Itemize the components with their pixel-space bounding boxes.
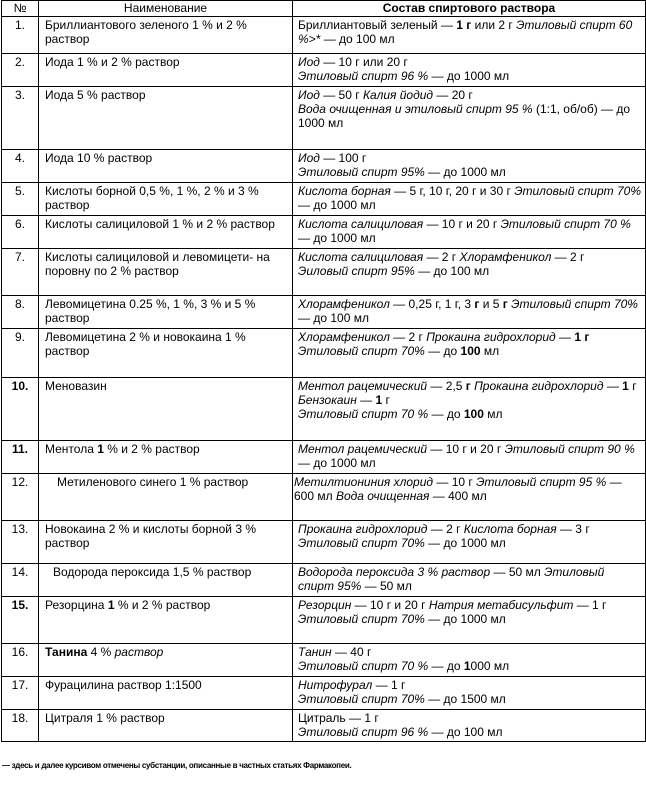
text-segment: — 2 г <box>389 330 427 344</box>
table-row <box>2 329 646 378</box>
text-segment: Иод <box>298 55 320 69</box>
text-segment: Прокаина гидрохлорид <box>298 522 428 536</box>
text-segment: Фурацилина раствор 1:1500 <box>45 678 202 692</box>
text-segment: Этиловый спирт 70 % <box>500 217 631 231</box>
text-segment: — до 1000 мл <box>298 198 376 212</box>
row-name <box>39 296 293 329</box>
text-segment: Ментол рацемический <box>298 379 428 393</box>
table-row <box>2 150 646 183</box>
table-row <box>2 564 646 597</box>
text-segment: Бриллиантового зеленого 1 % и 2 % раствор <box>45 18 247 46</box>
text-segment: — 40 г <box>331 645 372 659</box>
row-name <box>39 521 293 564</box>
text-segment: — 600 мл <box>294 475 622 503</box>
text-segment: 100 <box>463 407 484 421</box>
table-row <box>2 378 646 441</box>
text-segment: Этиловый спирт 70% <box>298 612 425 626</box>
row-number: 17. <box>2 677 39 710</box>
text-segment: Водорода пероксида 1,5 % раствор <box>53 565 252 579</box>
row-number: 11. <box>2 441 39 474</box>
row-number: 13. <box>2 521 39 564</box>
text-segment: г <box>382 393 390 407</box>
table-row <box>2 296 646 329</box>
row-composition <box>293 216 646 249</box>
text-segment: — до 1000 мл <box>428 69 510 83</box>
text-segment: Метилтиониния хлорид <box>294 475 434 489</box>
text-segment: — до 1000 мл <box>298 456 376 470</box>
row-name <box>39 441 293 474</box>
text-segment: — 50 г <box>319 88 363 102</box>
text-segment: мл <box>480 344 500 358</box>
text-segment: Калия йодид <box>362 88 434 102</box>
text-segment: 1 <box>622 379 629 393</box>
row-name <box>39 474 293 521</box>
row-composition <box>293 150 646 183</box>
row-name <box>39 597 293 644</box>
row-number: 15. <box>2 597 39 644</box>
row-number: 14. <box>2 564 39 597</box>
text-segment: Прокаина гидрохлорид <box>474 379 604 393</box>
text-segment: — до 1500 мл <box>424 692 506 706</box>
text-segment: — 2 г <box>423 250 460 264</box>
text-segment: — 3 г <box>556 522 590 536</box>
text-segment: Натрия метабисульфит <box>428 598 574 612</box>
text-segment: — 1 г <box>372 678 406 692</box>
row-number: 12. <box>2 474 39 521</box>
text-segment: — до 100 мл <box>320 32 395 46</box>
table-row <box>2 17 646 54</box>
row-composition <box>293 378 646 441</box>
text-segment: % и 2 % раствор <box>103 442 200 456</box>
row-name <box>39 644 293 677</box>
row-name <box>39 183 293 216</box>
text-segment: Танина <box>45 645 88 659</box>
text-segment: Цитраля 1 % раствор <box>45 711 165 725</box>
text-segment: 1 г <box>456 18 472 32</box>
text-segment: Этиловый спирт 70% <box>514 184 642 198</box>
text-segment: Иода 10 % раствор <box>45 151 153 165</box>
row-composition <box>293 441 646 474</box>
text-segment: Хлорамфеникол <box>298 330 390 344</box>
row-name <box>39 249 293 296</box>
solutions-table <box>1 0 646 742</box>
text-segment: г <box>628 379 637 393</box>
text-segment: Иода 1 % и 2 % раствор <box>45 55 180 69</box>
text-segment: Иод <box>298 88 320 102</box>
text-segment: — 1 г <box>573 598 607 612</box>
text-segment: 100 <box>460 344 481 358</box>
table-row <box>2 216 646 249</box>
text-segment: Меновазин <box>45 379 107 393</box>
text-segment: Бриллиантовый зеленый — <box>298 18 457 32</box>
text-segment: — до <box>428 659 464 673</box>
text-segment: Вода очищенная и этиловый спирт 95 % <box>298 102 533 116</box>
text-segment: Этиловый спирт 70 % <box>298 659 429 673</box>
text-segment: — до 1000 мл <box>424 536 506 550</box>
text-segment: — 0,25 г, 1 г, 3 <box>389 297 475 311</box>
row-name <box>39 378 293 441</box>
text-segment: Кислота борная <box>298 184 391 198</box>
text-segment: — 2,5 <box>427 379 466 393</box>
text-segment: Этиловый спирт 96 % <box>298 69 429 83</box>
text-segment: Новокаина 2 % и кислоты борной 3 % раствор <box>45 522 257 550</box>
text-segment: — до 1000 мл <box>298 231 376 245</box>
text-segment: Кислота борная <box>463 522 557 536</box>
row-composition <box>293 17 646 54</box>
text-segment: — <box>356 393 376 407</box>
text-segment: — 10 г и 20 г <box>423 217 501 231</box>
text-segment: — 50 мл <box>490 565 545 579</box>
table-row <box>2 521 646 564</box>
text-segment: — 20 г <box>433 88 473 102</box>
text-segment: мл <box>483 407 503 421</box>
text-segment: — 2 г <box>427 522 464 536</box>
table-row <box>2 710 646 742</box>
text-segment: Этиловый спирт 95% <box>298 165 425 179</box>
text-segment: и 5 <box>479 297 503 311</box>
text-segment: Этиловый спирт 70 % <box>298 407 429 421</box>
text-segment: или 2 г <box>471 18 517 32</box>
row-number: 6. <box>2 216 39 249</box>
text-segment: — 2 г <box>551 250 585 264</box>
text-segment: Этиловый спирт 70% <box>511 297 638 311</box>
text-segment: 4 % <box>87 645 115 659</box>
text-segment: Нитрофурал <box>298 678 373 692</box>
text-segment: — 100 г <box>319 151 367 165</box>
text-segment: Этиловый спирт 95 % <box>476 475 607 489</box>
row-composition <box>293 564 646 597</box>
text-segment: — до 100 мл <box>428 725 503 739</box>
text-segment: 1 г <box>574 330 590 344</box>
row-number: 3. <box>2 87 39 150</box>
text-segment: Хлорамфеникол <box>298 297 390 311</box>
row-name <box>39 87 293 150</box>
text-segment: Цитраль — 1 г <box>298 711 379 725</box>
text-segment: — до 1000 мл <box>424 612 506 626</box>
text-segment: Метиленового синего 1 % раствор <box>57 475 249 489</box>
text-segment: г <box>465 379 471 393</box>
row-name <box>39 329 293 378</box>
text-segment: Этиловый спирт 96 % <box>298 725 429 739</box>
row-composition <box>293 710 646 742</box>
row-composition <box>293 183 646 216</box>
table-body <box>2 17 646 742</box>
row-number: 7. <box>2 249 39 296</box>
text-segment: — до 1000 мл <box>424 165 506 179</box>
text-segment: Хлорамфеникол <box>459 250 552 264</box>
text-segment: — 50 мл <box>361 579 412 593</box>
row-composition <box>293 677 646 710</box>
row-number: 1. <box>2 17 39 54</box>
text-segment: 1 <box>97 442 104 456</box>
text-segment: г <box>502 297 508 311</box>
text-segment: — 10 г и 20 г <box>427 442 505 456</box>
text-segment: 1 <box>375 393 383 407</box>
row-number: 16. <box>2 644 39 677</box>
text-segment: Ментол рацемический <box>298 442 428 456</box>
header-name: Наименование <box>39 1 293 17</box>
row-name <box>39 710 293 742</box>
row-composition <box>293 296 646 329</box>
row-number: 5. <box>2 183 39 216</box>
table-header-row <box>2 1 646 17</box>
text-segment: — 5 г, 10 г, 20 г и 30 г <box>390 184 515 198</box>
row-name <box>39 54 293 87</box>
row-composition <box>293 54 646 87</box>
table-row <box>2 474 646 521</box>
text-segment: — 10 г и 20 г <box>351 598 429 612</box>
text-segment: — до <box>428 407 464 421</box>
text-segment: % и 2 % раствор <box>114 598 211 612</box>
text-segment: Этиловый спирт 70% <box>298 344 425 358</box>
text-segment: Вода очищенная <box>335 489 430 503</box>
table-row <box>2 54 646 87</box>
row-composition <box>293 87 646 150</box>
text-segment: — 400 мл <box>429 489 487 503</box>
text-segment: Кислоты салициловой и левомицети- на поровну по 2 % раствор <box>45 250 270 278</box>
text-segment: Кислота салициловая <box>298 250 424 264</box>
text-segment: Ментола <box>45 442 98 456</box>
text-segment: Кислоты салициловой 1 % и 2 % раствор <box>45 217 275 231</box>
table-row <box>2 597 646 644</box>
text-segment: Этиловый спирт 70% <box>298 692 425 706</box>
text-segment: 1 <box>107 598 115 612</box>
text-segment: Левомицетина 0.25 %, 1 %, 3 % и 5 % раствор <box>45 297 256 325</box>
text-segment: Кислоты борной 0,5 %, 1 %, 2 % и 3 % раствор <box>45 184 259 212</box>
row-composition <box>293 474 646 521</box>
text-segment: Танин <box>298 645 332 659</box>
text-segment: Прокаина гидрохлорид <box>426 330 556 344</box>
row-composition <box>293 521 646 564</box>
row-number: 9. <box>2 329 39 378</box>
text-segment: Иод <box>298 151 320 165</box>
text-segment: Этиловый спирт 95% <box>298 565 605 593</box>
text-segment: 000 мл <box>470 659 510 673</box>
footnote: — здесь и далее курсивом отмечены субстанции, описанные в частных статьях Фармакопеи. <box>2 761 352 770</box>
text-segment: Этиловый спирт 90 % <box>504 442 635 456</box>
row-name <box>39 564 293 597</box>
header-composition: Состав спиртового раствора <box>293 1 646 17</box>
text-segment: Этиловый спирт 70% <box>298 536 425 550</box>
text-segment: раствор <box>114 645 164 659</box>
text-segment: Бензокаин <box>298 393 357 407</box>
table-row <box>2 644 646 677</box>
text-segment: — до <box>424 344 461 358</box>
text-segment: Иода 5 % раствор <box>45 88 146 102</box>
text-segment: (1:1, об/об) — до 1000 мл <box>298 102 631 130</box>
text-segment: — до 100 мл <box>414 264 490 278</box>
row-name <box>39 150 293 183</box>
text-segment: Водорода пероксида 3 % раствор <box>298 565 491 579</box>
text-segment: Резорцина <box>45 598 108 612</box>
row-name <box>39 216 293 249</box>
text-segment: Этиловый спирт 60 %>* <box>298 18 633 46</box>
table-row <box>2 677 646 710</box>
table-row <box>2 249 646 296</box>
row-number: 18. <box>2 710 39 742</box>
row-composition <box>293 597 646 644</box>
text-segment: 1 <box>463 659 471 673</box>
text-segment: — до 100 мл <box>298 311 369 325</box>
text-segment: — <box>603 379 623 393</box>
row-number: 4. <box>2 150 39 183</box>
row-composition <box>293 644 646 677</box>
row-name <box>39 17 293 54</box>
text-segment: г <box>474 297 480 311</box>
text-segment: Эиловый спирт 95% <box>298 264 415 278</box>
row-composition <box>293 249 646 296</box>
text-segment: — 10 г или 20 г <box>319 55 408 69</box>
text-segment: Резорцин <box>298 598 352 612</box>
table-row <box>2 183 646 216</box>
text-segment: — 10 г <box>433 475 477 489</box>
table-row <box>2 87 646 150</box>
text-segment: Кислота салициловая <box>298 217 424 231</box>
row-number: 2. <box>2 54 39 87</box>
row-name <box>39 677 293 710</box>
table-row <box>2 441 646 474</box>
row-number: 10. <box>2 378 39 441</box>
text-segment: — <box>555 330 575 344</box>
header-number: № <box>2 1 39 17</box>
text-segment: Левомицетина 2 % и новокаина 1 % раствор <box>45 330 246 358</box>
row-number: 8. <box>2 296 39 329</box>
row-composition <box>293 329 646 378</box>
